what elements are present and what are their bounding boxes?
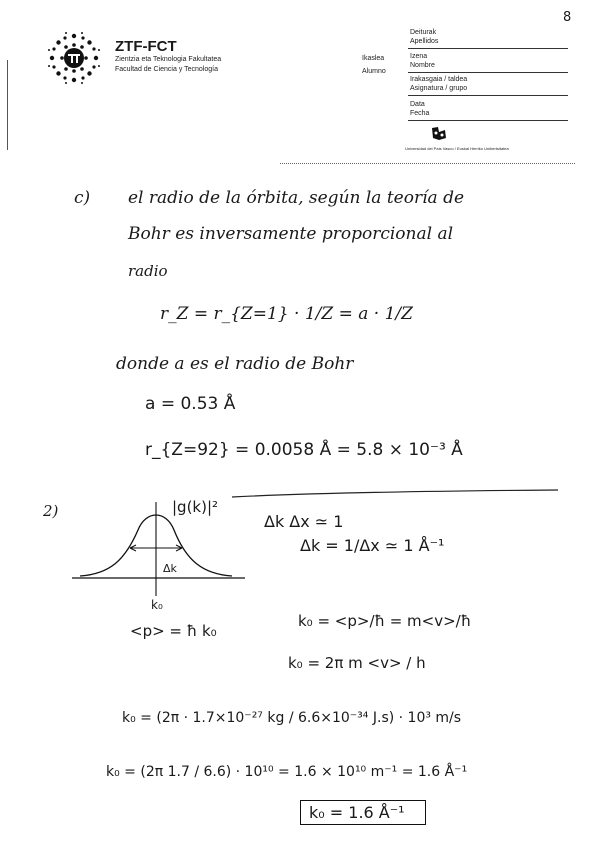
- margin-line: [7, 60, 8, 150]
- page-number: 8: [563, 10, 572, 25]
- field-date-es: Fecha: [410, 110, 430, 117]
- field-date-line: [408, 120, 568, 121]
- plot-width-label: Δk: [163, 562, 177, 575]
- k0-result-chain: k₀ = (2π 1.7 / 6.6) · 10¹⁰ = 1.6 × 10¹⁰ m⁻¹ = 1.6 Å⁻¹: [106, 764, 468, 780]
- field-subject-line: [408, 95, 568, 96]
- logo-title: ZTF-FCT: [115, 38, 177, 55]
- role-label-es: Alumno: [362, 68, 386, 75]
- bohr-radius-value: a = 0.53 Å: [145, 394, 236, 414]
- field-name-eu: Izena: [410, 53, 428, 60]
- section-c-line2: Bohr es inversamente proporcional al: [128, 224, 454, 244]
- field-name-es: Nombre: [410, 62, 435, 69]
- university-logo-icon: [430, 126, 448, 142]
- faculty-logo-icon: [46, 30, 102, 86]
- delta-k-value: Δk = 1/Δx ≃ 1 Å⁻¹: [300, 536, 445, 555]
- field-name-line: [408, 72, 568, 73]
- field-surname-line: [408, 48, 568, 49]
- k0-momentum-ratio: k₀ = <p>/ħ = m<v>/ħ: [298, 612, 472, 630]
- header-divider: [280, 163, 575, 164]
- field-subject-es: Asignatura / grupo: [410, 85, 468, 92]
- logo-subtitle-es: Facultad de Ciencia y Tecnología: [115, 66, 218, 73]
- field-date-eu: Data: [410, 101, 425, 108]
- section-divider: [230, 484, 560, 494]
- section-2-label: 2): [43, 502, 59, 520]
- bohr-radius-relation: r_Z = r_{Z=1} · 1/Z = a · 1/Z: [160, 304, 413, 324]
- k0-numeric-substitution: k₀ = (2π · 1.7×10⁻²⁷ kg / 6.6×10⁻³⁴ J.s) · 10³ m/s: [122, 710, 462, 726]
- orbit-radius-z92: r_{Z=92} = 0.0058 Å = 5.8 × 10⁻³ Å: [145, 440, 463, 460]
- section-c-label: c): [74, 188, 91, 208]
- field-surname-eu: Deiturak: [410, 29, 437, 36]
- plot-y-label: |g(k)|²: [172, 498, 219, 516]
- role-label-eu: Ikaslea: [362, 55, 385, 62]
- final-answer: k₀ = 1.6 Å⁻¹: [300, 800, 426, 825]
- momentum-equation: <p> = ħ k₀: [130, 622, 217, 640]
- section-c-line3: radio: [128, 262, 168, 280]
- field-subject-eu: Irakasgaia / taldea: [410, 76, 468, 83]
- plot-center-label: k₀: [151, 598, 163, 612]
- university-name: Universidad del País Vasco / Euskal Herriko Unibertsitatea: [405, 146, 509, 151]
- section-c-line4: donde a es el radio de Bohr: [116, 354, 354, 374]
- section-c-line1: el radio de la órbita, según la teoría de: [128, 188, 465, 208]
- field-surname-es: Apellidos: [410, 38, 439, 45]
- k0-planck-form: k₀ = 2π m <v> / h: [288, 654, 426, 672]
- logo-subtitle-eu: Zientzia eta Teknologia Fakultatea: [115, 56, 222, 63]
- gaussian-plot: [70, 500, 250, 610]
- uncertainty-relation: Δk Δx ≃ 1: [264, 512, 344, 531]
